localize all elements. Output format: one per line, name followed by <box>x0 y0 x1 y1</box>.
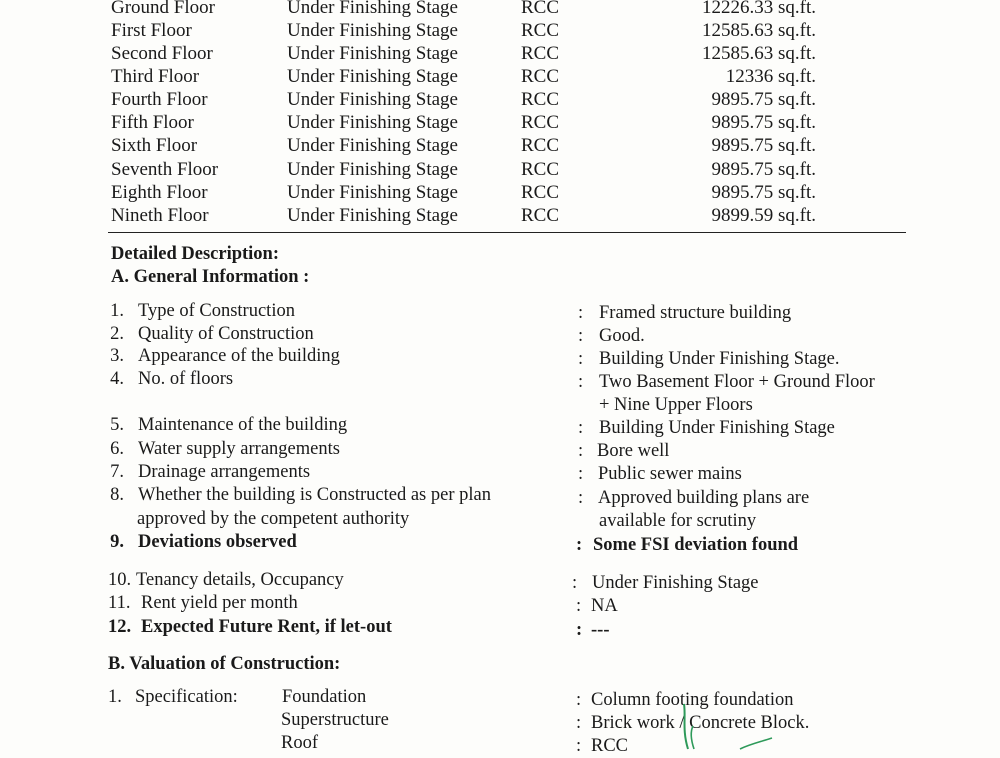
item-number: 3. <box>110 346 124 366</box>
item-number: 8. <box>110 485 124 505</box>
table-row <box>0 65 1000 88</box>
floor-name: First Floor <box>111 20 192 41</box>
table-row <box>0 204 1000 227</box>
item-value: Under Finishing Stage <box>592 573 759 593</box>
item-colon: : <box>578 441 584 461</box>
floor-type: RCC <box>521 43 560 64</box>
floor-area: 9895.75 sq.ft. <box>711 89 816 110</box>
floor-name: Sixth Floor <box>111 135 198 156</box>
signature-mark <box>660 700 800 750</box>
floor-name: Nineth Floor <box>111 205 209 226</box>
item-colon: : <box>578 418 584 438</box>
item-value: Bore well <box>597 441 670 461</box>
floor-stage: Under Finishing Stage <box>287 112 458 133</box>
floor-area: 9895.75 sq.ft. <box>711 135 816 156</box>
item-label: Quality of Construction <box>138 324 314 344</box>
table-row <box>0 111 1000 134</box>
spec-item-label: Foundation <box>282 687 367 707</box>
item-value: Approved building plans are <box>598 488 810 508</box>
floor-name: Second Floor <box>111 43 213 64</box>
item-colon: : <box>578 372 584 392</box>
item-label: Deviations observed <box>138 532 297 552</box>
table-row <box>0 42 1000 65</box>
detailed-description-heading: Detailed Description: <box>111 244 280 264</box>
floor-stage: Under Finishing Stage <box>287 43 458 64</box>
table-row <box>0 134 1000 157</box>
item-colon: : <box>576 620 583 640</box>
floor-area: 9895.75 sq.ft. <box>711 159 816 180</box>
table-row <box>0 0 1000 19</box>
floor-area: 9899.59 sq.ft. <box>711 205 816 226</box>
floor-type: RCC <box>521 159 560 180</box>
item-label: Expected Future Rent, if let-out <box>141 617 392 637</box>
item-value: Framed structure building <box>599 303 792 323</box>
item-label: Whether the building is Constructed as per plan <box>138 485 491 505</box>
item-label: Maintenance of the building <box>138 415 348 435</box>
item-value: Good. <box>599 326 645 346</box>
floor-area: 9895.75 sq.ft. <box>711 112 816 133</box>
floor-stage: Under Finishing Stage <box>287 205 458 226</box>
floor-stage: Under Finishing Stage <box>287 66 458 87</box>
item-value: NA <box>591 596 618 616</box>
floor-type: RCC <box>521 112 560 133</box>
floor-name: Eighth Floor <box>111 182 208 203</box>
item-colon: : <box>578 349 584 369</box>
item-colon: : <box>576 596 582 616</box>
item-number: 1. <box>110 301 124 321</box>
item-colon: : <box>576 535 583 555</box>
table-row <box>0 181 1000 204</box>
spec-item-label: Roof <box>281 733 318 753</box>
table-row <box>0 158 1000 181</box>
item-colon: : <box>578 488 584 508</box>
item-value-continued: + Nine Upper Floors <box>599 395 753 415</box>
item-colon: : <box>578 326 584 346</box>
floor-stage: Under Finishing Stage <box>287 20 458 41</box>
item-label: Rent yield per month <box>141 593 298 613</box>
floor-name: Ground Floor <box>111 0 215 18</box>
item-colon: : <box>576 713 582 733</box>
item-colon: : <box>578 303 584 323</box>
spec-number: 1. <box>108 687 122 707</box>
floor-stage: Under Finishing Stage <box>287 0 458 18</box>
floor-type: RCC <box>521 205 560 226</box>
floor-stage: Under Finishing Stage <box>287 135 458 156</box>
item-value: Public sewer mains <box>598 464 742 484</box>
floor-type: RCC <box>521 182 560 203</box>
item-value: --- <box>591 620 610 640</box>
floor-type: RCC <box>521 135 560 156</box>
floor-type: RCC <box>521 20 560 41</box>
floor-type: RCC <box>521 89 560 110</box>
floor-stage: Under Finishing Stage <box>287 159 458 180</box>
floor-area: 9895.75 sq.ft. <box>711 182 816 203</box>
item-label: Tenancy details, Occupancy <box>136 570 344 590</box>
item-number: 4. <box>110 369 124 389</box>
item-value-continued: available for scrutiny <box>599 511 757 531</box>
item-number: 11. <box>108 593 131 613</box>
floor-area: 12585.63 sq.ft. <box>702 43 816 64</box>
item-value: Some FSI deviation found <box>593 535 799 555</box>
item-number: 5. <box>110 415 124 435</box>
item-number: 2. <box>110 324 124 344</box>
floor-area: 12585.63 sq.ft. <box>702 20 816 41</box>
item-colon: : <box>572 573 578 593</box>
table-bottom-rule <box>108 232 906 233</box>
table-row <box>0 19 1000 42</box>
spec-item-value: Column footing foundation <box>591 690 794 710</box>
floor-stage: Under Finishing Stage <box>287 182 458 203</box>
section-a-heading: A. General Information : <box>111 267 310 287</box>
floor-type: RCC <box>521 0 560 18</box>
floor-name: Fifth Floor <box>111 112 194 133</box>
spec-item-label: Superstructure <box>281 710 389 730</box>
item-number: 6. <box>110 439 124 459</box>
item-label: Drainage arrangements <box>138 462 311 482</box>
floor-stage: Under Finishing Stage <box>287 89 458 110</box>
spec-label: Specification: <box>135 687 238 707</box>
floor-type: RCC <box>521 66 560 87</box>
spec-item-value: Brick work / Concrete Block. <box>591 713 810 733</box>
item-label: Type of Construction <box>138 301 295 321</box>
floor-name: Fourth Floor <box>111 89 208 110</box>
item-label-continued: approved by the competent authority <box>137 509 410 529</box>
spec-item-value: RCC <box>591 736 629 756</box>
item-value: Building Under Finishing Stage. <box>599 349 840 369</box>
item-number: 9. <box>110 532 124 552</box>
floor-name: Third Floor <box>111 66 200 87</box>
item-label: Appearance of the building <box>138 346 340 366</box>
item-number: 10. <box>108 570 132 590</box>
item-colon: : <box>576 736 582 756</box>
item-label: No. of floors <box>138 369 234 389</box>
item-colon: : <box>578 464 584 484</box>
item-value: Two Basement Floor + Ground Floor <box>599 372 875 392</box>
item-colon: : <box>576 690 582 710</box>
section-b-heading: B. Valuation of Construction: <box>108 654 341 674</box>
item-number: 7. <box>110 462 124 482</box>
item-number: 12. <box>108 617 132 637</box>
floor-name: Seventh Floor <box>111 159 219 180</box>
table-row <box>0 88 1000 111</box>
floor-area: 12336 sq.ft. <box>725 66 816 87</box>
item-value: Building Under Finishing Stage <box>599 418 835 438</box>
floor-area: 12226.33 sq.ft. <box>702 0 816 18</box>
item-label: Water supply arrangements <box>138 439 340 459</box>
